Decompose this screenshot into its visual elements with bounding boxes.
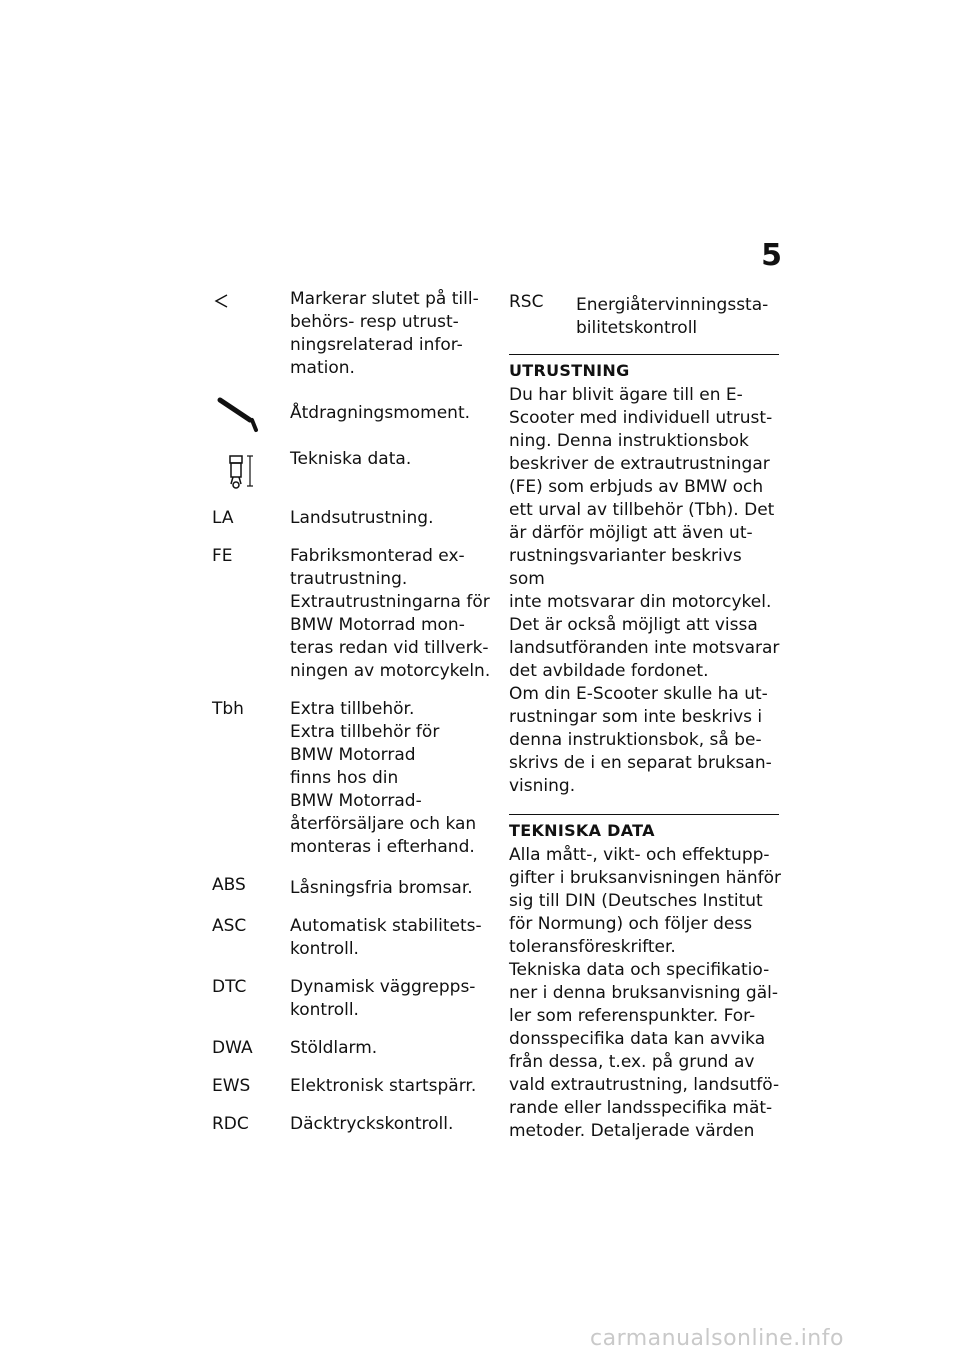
legend-abbr: RSC — [509, 292, 544, 312]
legend-desc: Tekniska data. — [290, 449, 412, 469]
legend-entry-end-marker — [212, 288, 492, 380]
legend-entry-tbh — [212, 695, 492, 859]
legend-desc: Stöldlarm. — [290, 1038, 378, 1058]
legend-entry-la — [212, 504, 492, 530]
legend-abbr: DWA — [212, 1038, 253, 1058]
legend-abbr: LA — [212, 508, 234, 528]
legend-entry-rdc — [212, 1110, 492, 1136]
legend-abbr: FE — [212, 546, 233, 566]
section-heading: UTRUSTNING — [509, 361, 630, 380]
legend-list — [212, 288, 492, 1148]
legend-entry-fe — [212, 542, 492, 683]
legend-desc: Åtdragningsmoment. — [290, 403, 471, 423]
legend-desc: Landsutrustning. — [290, 508, 434, 528]
legend-entry-dtc — [212, 973, 492, 1022]
section-body: Du har blivit ägare till en E- Scooter med individuell utrust- ning. Denna instruktionsbok beskriver de extrautrustningar (FE) som erbjuds av BMW och ett urval av tillbehör (Tbh). Det är därför möjligt att även ut- rustningsvarianter beskrivs som inte motsvarar din motorcykel. Det är också möjligt att vissa landsutföranden inte motsvarar det avbildade fordonet. Om din E-Scooter skulle ha ut- rustningar som inte beskrivs i denna instruktionsbok, så be- skrivs de i en separat bruksan- visning. — [509, 385, 780, 796]
technical-data-icon — [212, 448, 290, 492]
legend-desc: Elektronisk startspärr. — [290, 1076, 477, 1096]
legend-abbr: EWS — [212, 1076, 251, 1096]
section-divider — [509, 814, 779, 815]
legend-desc: Energiåtervinningssta- bilitetskontroll — [576, 295, 769, 338]
end-marker-icon — [212, 288, 290, 380]
legend-desc: Extra tillbehör. Extra tillbehör för BMW Motorrad finns hos din BMW Motorrad- återförsäljare och kan monteras i efterhand. — [290, 699, 477, 857]
section-divider — [509, 354, 779, 355]
section-technical-data — [509, 814, 781, 1143]
legend-abbr: RDC — [212, 1114, 249, 1134]
section-body: Alla mått-, vikt- och effektupp- gifter i bruksanvisningen hänför sig till DIN (Deutsches Institut för Normung) och följer dess toleransföreskrifter. Tekniska data och specifikatio- ner i denna bruksanvisning gäl- ler som referenspunkter. For- donsspecifika data kan avvika från dessa, t.ex. på grund av vald extrautrustning, landsutfö- rande eller landsspecifika mät- metoder. Detaljerade värden — [509, 845, 781, 1141]
right-column — [509, 288, 781, 1159]
legend-entry-ews — [212, 1072, 492, 1098]
legend-desc: Däcktryckskontroll. — [290, 1114, 454, 1134]
legend-desc: Låsningsfria bromsar. — [290, 878, 473, 898]
watermark: carmanualsonline.info — [590, 1326, 844, 1351]
legend-entry-dwa — [212, 1034, 492, 1060]
legend-desc: Automatisk stabilitets- kontroll. — [290, 916, 482, 959]
torque-wrench-icon — [212, 392, 290, 436]
section-heading: TEKNISKA DATA — [509, 821, 655, 840]
legend-entry-asc — [212, 912, 492, 961]
page-number: 5 — [761, 238, 782, 273]
legend-entry-torque — [212, 392, 492, 436]
legend-abbr: DTC — [212, 977, 247, 997]
legend-entry-abs — [212, 871, 492, 900]
legend-abbr: Tbh — [212, 699, 244, 719]
legend-desc: Markerar slutet på till- behörs- resp utrust- ningsrelaterad infor- mation. — [290, 289, 479, 378]
legend-desc: Fabriksmonterad ex- trautrustning. Extrautrustningarna för BMW Motorrad mon- teras redan vid tillverk- ningen av motorcykeln. — [290, 546, 491, 681]
legend-abbr: ASC — [212, 916, 247, 936]
section-equipment — [509, 354, 781, 798]
legend-abbr: ABS — [212, 875, 246, 895]
legend-desc: Dynamisk väggrepps- kontroll. — [290, 977, 476, 1020]
legend-entry-technical-data — [212, 448, 492, 492]
legend-entry-rsc — [509, 288, 781, 340]
